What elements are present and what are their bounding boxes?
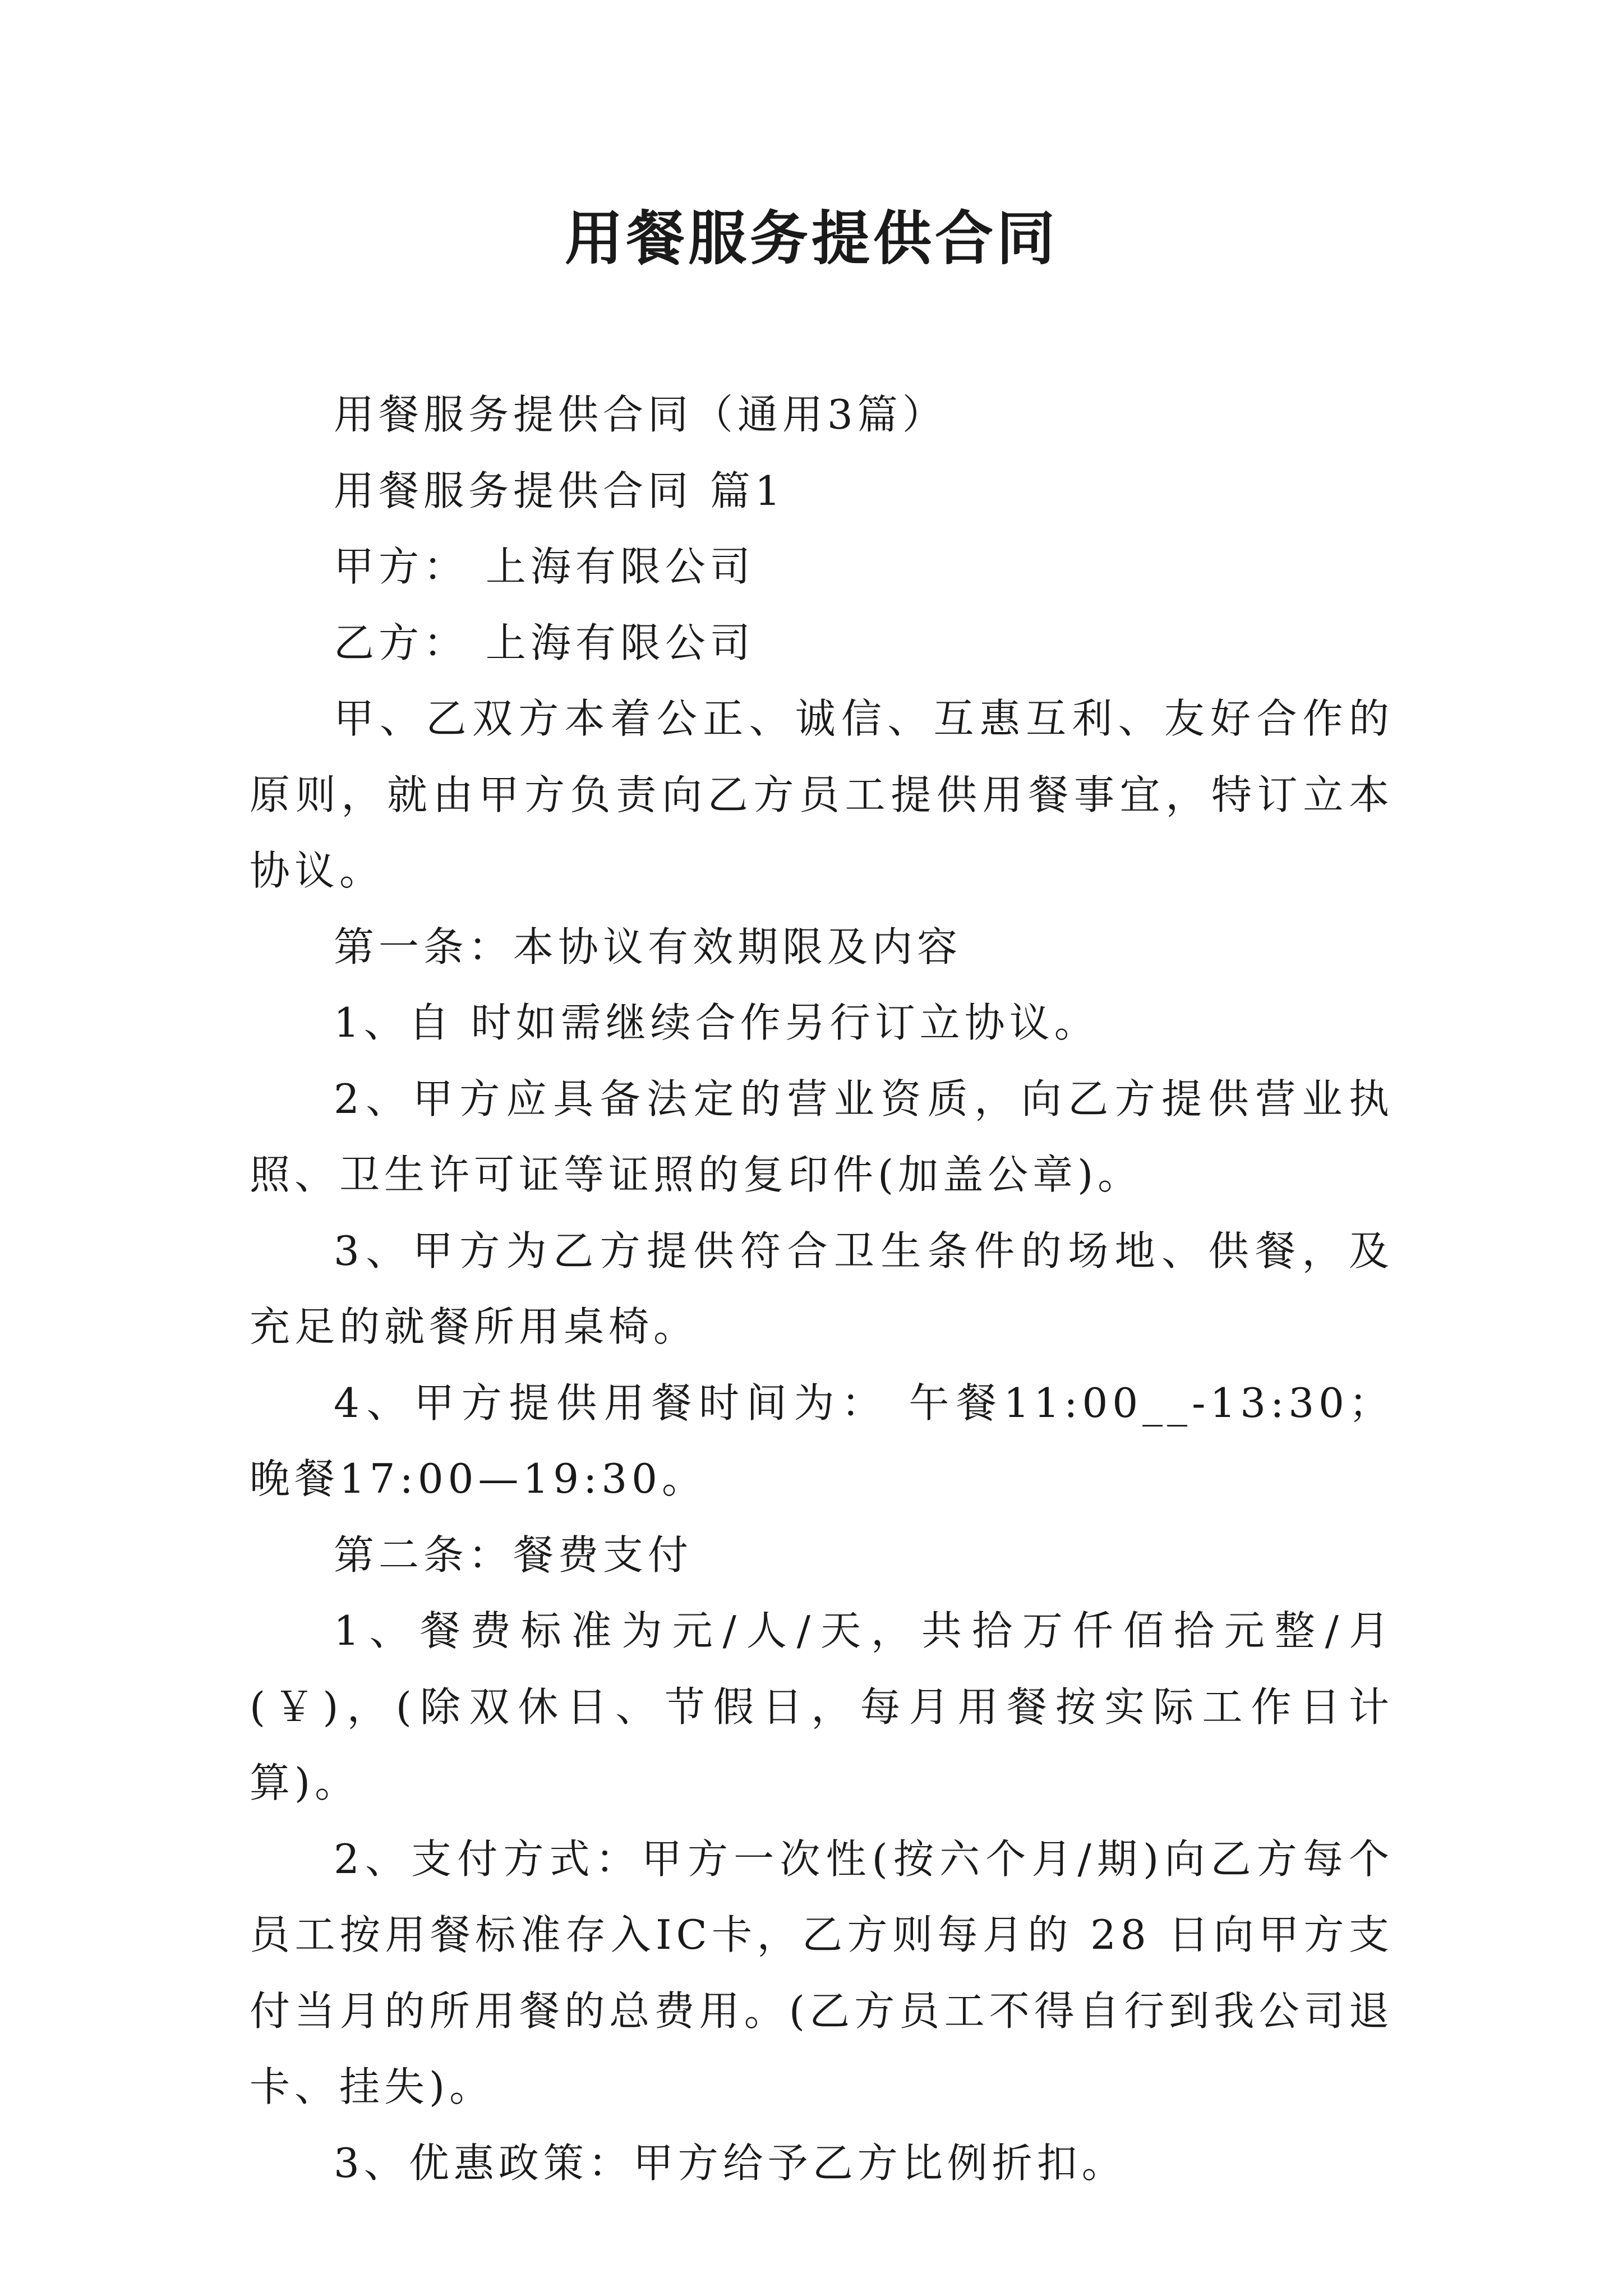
article-two-heading: 第二条：餐费支付 xyxy=(334,1531,693,1579)
clause-1-4: 4、甲方提供用餐时间为： 午餐11:00__-13:30；晚餐17:00—19:30。 xyxy=(250,1379,1394,1502)
party-a-line: 甲方： 上海有限公司 xyxy=(334,543,755,590)
document-title: 用餐服务提供合同 xyxy=(564,204,1058,273)
clause-2-1: 1、餐费标准为元/人/天，共拾万仟佰拾元整/月(￥)，(除双休日、节假日，每月用餐按实际工作日计算)。 xyxy=(250,1607,1394,1806)
preamble-paragraph: 甲、乙双方本着公正、诚信、互惠互利、友好合作的原则，就由甲方负责向乙方员工提供用餐事宜，特订立本协议。 xyxy=(250,695,1394,894)
section-heading: 用餐服务提供合同 篇1 xyxy=(334,467,785,514)
party-b-line: 乙方： 上海有限公司 xyxy=(334,619,755,666)
clause-2-3: 3、优惠政策：甲方给予乙方比例折扣。 xyxy=(334,2139,1127,2187)
document-body xyxy=(250,377,1394,2201)
clause-2-2: 2、支付方式：甲方一次性(按六个月/期)向乙方每个员工按用餐标准存入IC卡，乙方则每月的 28 日向甲方支付当月的所用餐的总费用。(乙方员工不得自行到我公司退卡、挂失)。 xyxy=(250,1835,1394,2110)
article-one-heading: 第一条：本协议有效期限及内容 xyxy=(334,923,962,970)
clause-1-3: 3、甲方为乙方提供符合卫生条件的场地、供餐，及充足的就餐所用桌椅。 xyxy=(250,1227,1394,1350)
clause-1-2: 2、甲方应具备法定的营业资质，向乙方提供营业执照、卫生许可证等证照的复印件(加盖公章)。 xyxy=(250,1075,1394,1198)
clause-1-1: 1、自 时如需继续合作另行订立协议。 xyxy=(334,999,1099,1046)
subtitle-line: 用餐服务提供合同（通用3篇） xyxy=(334,391,947,438)
